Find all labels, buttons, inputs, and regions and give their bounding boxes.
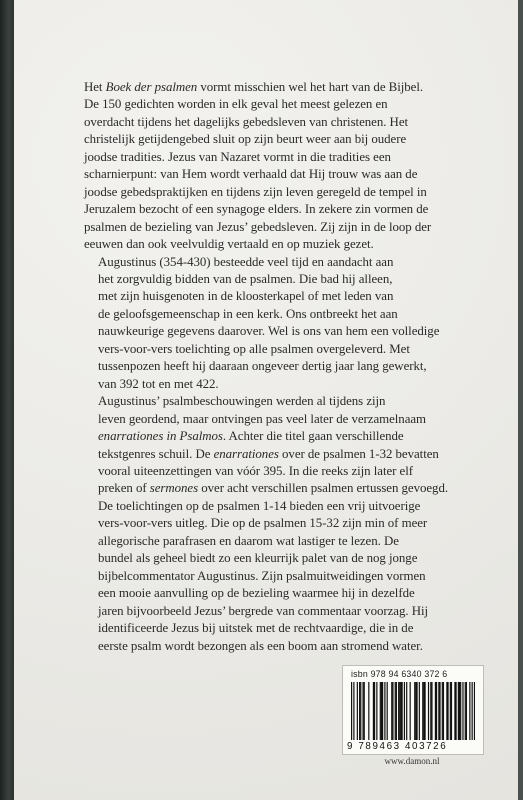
barcode-bar	[373, 682, 374, 740]
barcode-bar	[447, 682, 448, 740]
barcode-bar	[439, 682, 440, 740]
barcode-bar	[416, 682, 417, 740]
text-line	[84, 306, 480, 323]
barcode-bar	[450, 682, 451, 740]
text-line	[84, 638, 480, 655]
text-segment: Het	[84, 80, 106, 94]
barcode-bar	[414, 682, 415, 740]
barcode-bar	[368, 682, 369, 740]
barcode-bar	[400, 682, 401, 740]
text-line	[84, 254, 480, 271]
text-segment: De 150 gedichten worden in elk geval het meest gelezen en	[84, 97, 388, 112]
barcode-bar	[415, 682, 416, 740]
text-line	[84, 446, 480, 463]
isbn-label: isbn 978 94 6340 372 6	[351, 669, 448, 679]
barcode-bar	[419, 682, 420, 740]
barcode-bar	[422, 682, 423, 740]
text-line	[84, 288, 480, 305]
barcode-bar	[384, 682, 385, 740]
text-line	[84, 568, 480, 585]
text-line	[84, 533, 480, 550]
barcode-bar	[398, 682, 399, 740]
barcode-bar	[454, 682, 455, 740]
text-line	[84, 376, 480, 393]
text-line	[84, 323, 480, 340]
text-line	[84, 428, 480, 445]
barcode-bar	[436, 682, 437, 740]
text-segment: scharnierpunt: van Hem wordt verhaald dat Hij trouw was aan de	[84, 167, 418, 182]
barcode-bar	[462, 682, 463, 740]
text-line	[84, 79, 480, 96]
barcode-bar	[428, 682, 429, 740]
text-segment: het zorgvuldig bidden van de psalmen. Die bad hij alleen,	[98, 271, 393, 286]
text-line	[84, 480, 480, 497]
italic-text: enarrationes	[213, 446, 279, 461]
text-segment: Augustinus (354-430) besteedde veel tijd en aandacht aan	[98, 254, 394, 269]
text-segment: met zijn huisgenoten in de kloosterkapel of met leden van	[98, 289, 394, 304]
barcode-bar	[466, 682, 467, 740]
barcode-bar	[474, 682, 475, 740]
italic-text: enarrationes in Psalmos	[98, 429, 223, 444]
barcode-bar	[396, 682, 397, 740]
text-line	[84, 585, 480, 602]
barcode-bar	[430, 682, 431, 740]
barcode-bar	[357, 682, 358, 740]
barcode-bar	[351, 682, 352, 740]
text-line	[84, 184, 480, 201]
barcode-bar	[423, 682, 424, 740]
text-line	[84, 620, 480, 637]
blurb-text	[84, 79, 480, 655]
barcode-bar	[459, 682, 460, 740]
barcode-bar	[395, 682, 396, 740]
text-line	[84, 131, 480, 148]
text-segment: identificeerde Jezus bij uitstek met de rechtvaardige, die in de	[98, 621, 414, 636]
text-line	[84, 393, 480, 410]
barcode-bar	[404, 682, 405, 740]
text-segment: jaren bijvoorbeeld Jezus’ bergrede van commentaar voorzag. Hij	[98, 603, 429, 618]
paragraph	[84, 393, 480, 655]
text-segment: vers-voor-vers toelichting op alle psalmen overgeleverd. Met	[98, 341, 410, 356]
text-line	[84, 236, 480, 253]
text-segment: allegorische parafrasen en daarom wat lastiger te lezen. De	[98, 533, 399, 548]
barcode-bar	[458, 682, 459, 740]
text-line	[84, 219, 480, 236]
barcode-bar	[382, 682, 383, 740]
paragraph	[84, 79, 480, 254]
barcode-bar	[359, 682, 360, 740]
text-segment: eerste psalm wordt bezongen als een boom aan stromend water.	[98, 638, 423, 653]
text-segment: vooral uiteenzettingen van vóór 395. In die reeks zijn later elf	[98, 463, 414, 478]
barcode-bar	[399, 682, 400, 740]
barcode-bar	[424, 682, 425, 740]
text-segment: Jeruzalem bezocht of een synagoge elders. In zekere zin vormen de	[84, 202, 429, 217]
text-segment: een mooie aanvulling op de bezieling waarmee hij in dezelfde	[98, 586, 415, 601]
text-line	[84, 498, 480, 515]
text-segment: van 392 tot en met 422.	[98, 376, 219, 391]
barcode-bar	[472, 682, 473, 740]
text-line	[84, 96, 480, 113]
italic-text: sermones	[149, 481, 199, 496]
text-segment: christelijk getijdengebed sluit op zijn beurt weer aan bij oudere	[84, 132, 407, 147]
text-segment: over de psalmen 1-32 bevatten	[278, 446, 439, 461]
text-segment: bundel als geheel biedt zo een kleurrijk palet van de nog jonge	[98, 551, 418, 566]
text-segment: preken of	[98, 481, 150, 496]
barcode-bar	[374, 682, 375, 740]
barcode-bar	[410, 682, 411, 740]
barcode-bar	[387, 682, 388, 740]
text-segment: leven geordend, maar ontvingen pas veel later de verzamelnaam	[98, 411, 427, 426]
barcode-bar	[469, 682, 470, 740]
text-line	[84, 166, 480, 183]
text-line	[84, 550, 480, 567]
barcode-bars	[351, 682, 475, 740]
text-segment: joodse tradities. Jezus van Nazaret vormt in die tradities een	[84, 149, 391, 164]
text-line	[84, 201, 480, 218]
text-segment: eeuwen dan ook veelvuldig vertaald en op muziek gezet.	[84, 237, 374, 252]
book-spine-shadow	[0, 0, 14, 800]
text-segment: vers-voor-vers uitleg. Die op de psalmen 15-32 zijn min of meer	[98, 516, 428, 531]
text-segment: psalmen de bezieling van Jezus’ gebedsleven. Zij zijn in de loop der	[84, 219, 432, 234]
text-segment: Augustinus’ psalmbeschouwingen werden al tijdens zijn	[98, 394, 386, 409]
text-line	[84, 114, 480, 131]
text-segment: tussenpozen heeft hij daaraan ongeveer dertig jaar lang gewerkt,	[98, 359, 427, 374]
barcode-bar	[364, 682, 365, 740]
publisher-url: www.damon.nl	[384, 756, 440, 766]
text-segment: nauwkeurige gegevens daarover. Wel is ons van hem een volledige	[98, 324, 440, 339]
barcode-bar	[460, 682, 461, 740]
text-segment: . Achter die titel gaan verschillende	[222, 429, 404, 444]
text-line	[84, 341, 480, 358]
text-segment: joodse gebedspraktijken en tijdens zijn leven geregeld de tempel in	[84, 184, 427, 199]
text-segment: tekstgenres schuil. De	[98, 446, 214, 461]
barcode-bar	[455, 682, 456, 740]
text-line	[84, 271, 480, 288]
barcode-bar	[431, 682, 432, 740]
barcode-bar	[380, 682, 381, 740]
barcode-bar	[376, 682, 377, 740]
text-segment: overdacht tijdens het dagelijks gebedsleven van christenen. Het	[84, 114, 409, 129]
text-line	[84, 603, 480, 620]
text-line	[84, 358, 480, 375]
italic-text: Boek der psalmen	[105, 80, 198, 94]
text-line	[84, 515, 480, 532]
barcode-bar	[435, 682, 436, 740]
barcode-bar	[451, 682, 452, 740]
text-segment: over acht verschillen psalmen ertussen gevoegd.	[198, 481, 449, 496]
barcode-bar	[392, 682, 393, 740]
barcode-bar	[360, 682, 361, 740]
barcode-bar	[442, 682, 443, 740]
barcode-bar	[446, 682, 447, 740]
barcode-bar	[362, 682, 363, 740]
paragraph	[84, 254, 480, 394]
barcode-bar	[381, 682, 382, 740]
isbn-barcode	[342, 665, 484, 755]
barcode-bar	[353, 682, 354, 740]
barcode-bar	[406, 682, 407, 740]
barcode-bar	[465, 682, 466, 740]
text-segment: bijbelcommentator Augustinus. Zijn psalmuitweidingen vormen	[98, 568, 426, 583]
barcode-bar	[438, 682, 439, 740]
barcode-bar	[443, 682, 444, 740]
text-segment: de geloofsgemeenschap in een kerk. Ons ontbreekt het aan	[98, 306, 398, 321]
text-line	[84, 149, 480, 166]
barcode-bar	[402, 682, 403, 740]
text-segment: vormt misschien wel het hart van de Bijbel.	[197, 80, 424, 94]
barcode-digits: 9 789463 403726	[347, 741, 448, 752]
book-edge	[518, 0, 523, 800]
barcode-bar	[391, 682, 392, 740]
text-segment: De toelichtingen op de psalmen 1-14 bieden een vrij uitvoerige	[98, 498, 421, 513]
text-line	[84, 411, 480, 428]
text-line	[84, 463, 480, 480]
